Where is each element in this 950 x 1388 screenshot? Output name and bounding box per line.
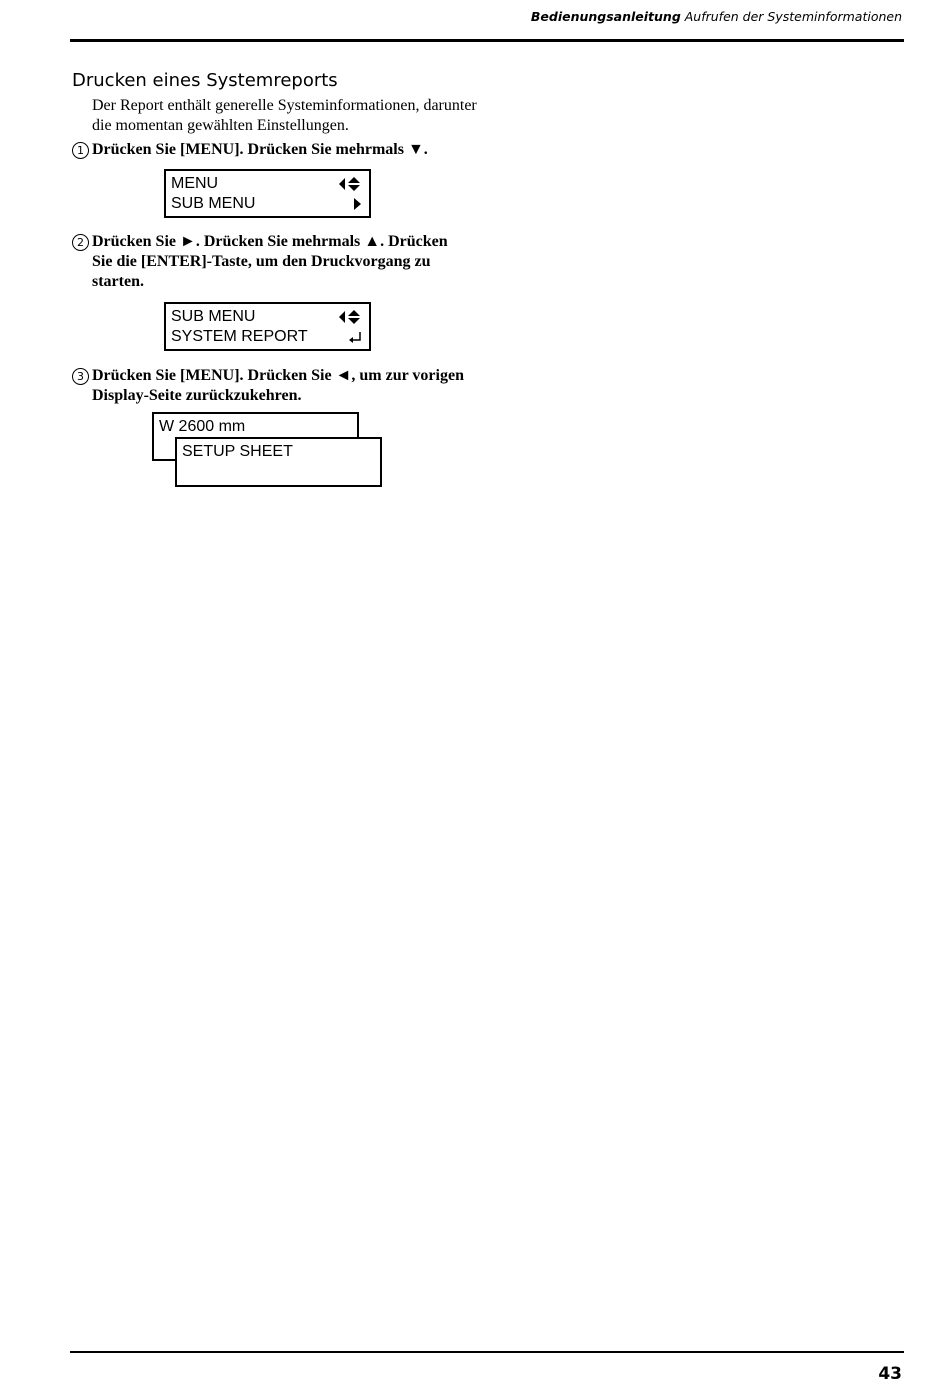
step-2 xyxy=(72,232,472,292)
lcd-display-3-front xyxy=(175,437,382,487)
page-number: 43 xyxy=(878,1364,902,1384)
enter-return-icon xyxy=(348,330,362,344)
left-arrow-and-up-down-arrow-icon xyxy=(338,309,362,325)
step-number-2: 2 xyxy=(72,234,89,251)
step-text-3: Drücken Sie [MENU]. Drücken Sie ◄, um zur vorigen Display-Seite zurückzukehren. xyxy=(92,367,464,404)
lcd-display-1 xyxy=(164,169,371,218)
step-text-1: Drücken Sie [MENU]. Drücken Sie mehrmals ▼. xyxy=(92,141,428,158)
lcd-line-1: SUB MENU xyxy=(171,308,256,325)
header-doc-title: Bedienungsanleitung xyxy=(530,9,681,24)
step-number-3: 3 xyxy=(72,368,89,385)
header-chapter: Aufrufen der Systeminformationen xyxy=(684,9,902,24)
lcd-display-2 xyxy=(164,302,371,351)
right-arrow-icon xyxy=(352,197,362,211)
left-arrow-and-up-down-arrow-icon xyxy=(338,176,362,192)
step-text-2: Drücken Sie ►. Drücken Sie mehrmals ▲. Drücken Sie die [ENTER]-Taste, um den Druckvorgang zu starten. xyxy=(92,233,448,290)
running-header xyxy=(531,9,902,24)
lcd-line-1: MENU xyxy=(171,175,219,192)
step-number-1: 1 xyxy=(72,142,89,159)
lcd-line-2: SYSTEM REPORT xyxy=(171,328,308,345)
step-1 xyxy=(72,140,472,160)
section-title: Drucken eines Systemreports xyxy=(72,70,338,91)
lcd-line-1: W 2600 mm xyxy=(159,418,246,435)
lcd-line-2: SUB MENU xyxy=(171,195,256,212)
lcd-line-1: SETUP SHEET xyxy=(182,443,293,460)
header-rule xyxy=(70,39,904,42)
step-3 xyxy=(72,366,472,406)
section-intro: Der Report enthält generelle Systeminformationen, darunter die momentan gewählten Einstellungen. xyxy=(92,97,477,134)
footer-rule xyxy=(70,1351,904,1353)
